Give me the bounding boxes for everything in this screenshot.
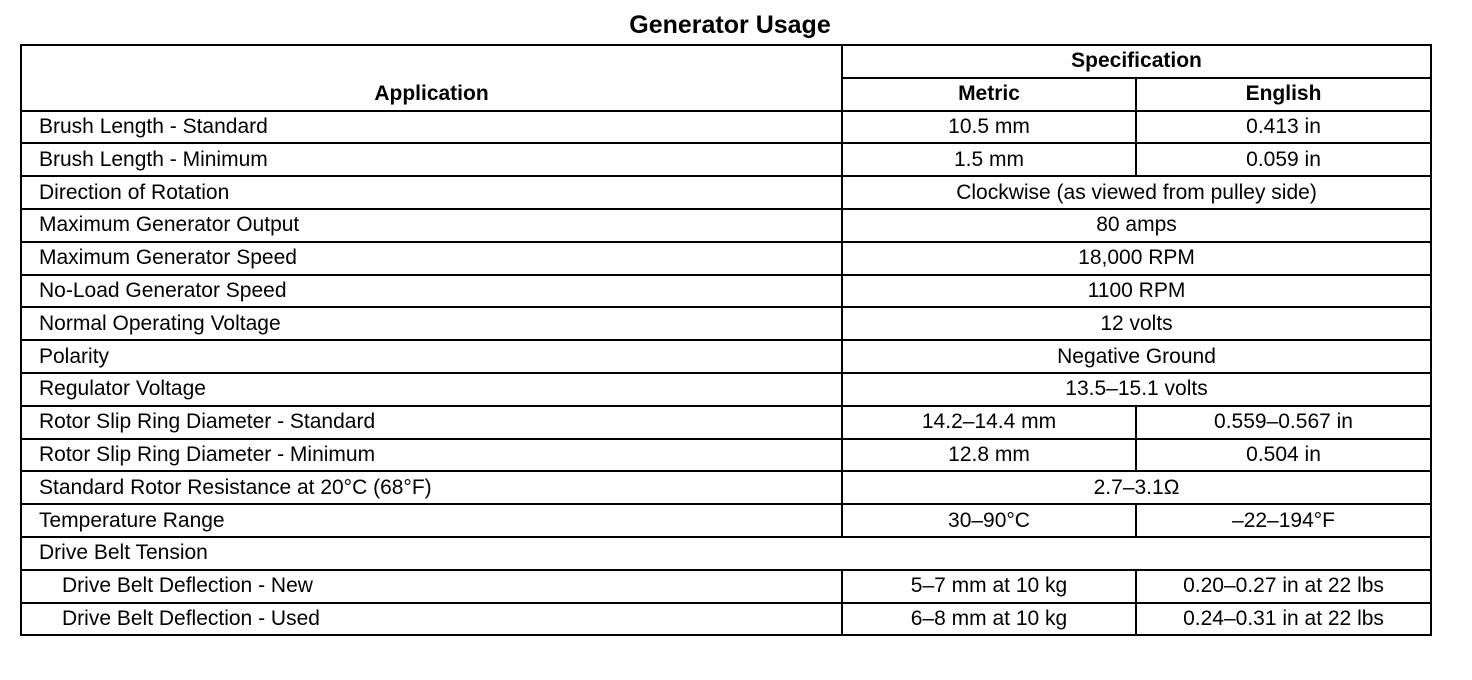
- metric-value: 12.8 mm: [842, 439, 1136, 472]
- table-row: [21, 111, 1431, 144]
- english-value: 0.413 in: [1136, 111, 1431, 144]
- row-label: Normal Operating Voltage: [21, 307, 842, 340]
- table-row-section: [21, 537, 1431, 570]
- row-label: Regulator Voltage: [21, 373, 842, 406]
- table-row: [21, 176, 1431, 209]
- metric-value: 30–90°C: [842, 504, 1136, 537]
- table-row: [21, 307, 1431, 340]
- row-label: Brush Length - Standard: [21, 111, 842, 144]
- table-row: [21, 570, 1431, 603]
- metric-value: 14.2–14.4 mm: [842, 406, 1136, 439]
- row-label: Standard Rotor Resistance at 20°C (68°F): [21, 471, 842, 504]
- table-row: [21, 242, 1431, 275]
- row-label: Rotor Slip Ring Diameter - Standard: [21, 406, 842, 439]
- english-value: –22–194°F: [1136, 504, 1431, 537]
- spec-value: 1100 RPM: [842, 275, 1431, 308]
- table-row: [21, 406, 1431, 439]
- row-label: Polarity: [21, 340, 842, 373]
- spec-value: Clockwise (as viewed from pulley side): [842, 176, 1431, 209]
- row-label: Drive Belt Tension: [21, 537, 842, 570]
- row-label: Drive Belt Deflection - Used: [21, 603, 842, 636]
- table-row: [21, 143, 1431, 176]
- english-value: 0.20–0.27 in at 22 lbs: [1136, 570, 1431, 603]
- row-label: Rotor Slip Ring Diameter - Minimum: [21, 439, 842, 472]
- metric-value: 5–7 mm at 10 kg: [842, 570, 1136, 603]
- english-value: 0.24–0.31 in at 22 lbs: [1136, 603, 1431, 636]
- spec-value: 18,000 RPM: [842, 242, 1431, 275]
- table-row: [21, 209, 1431, 242]
- spec-value: Negative Ground: [842, 340, 1431, 373]
- column-header-application: Application: [21, 45, 842, 111]
- table-row: [21, 504, 1431, 537]
- row-label: Temperature Range: [21, 504, 842, 537]
- header-row-top: [21, 45, 1431, 78]
- row-label: Brush Length - Minimum: [21, 143, 842, 176]
- row-label: Drive Belt Deflection - New: [21, 570, 842, 603]
- english-value: 0.559–0.567 in: [1136, 406, 1431, 439]
- spec-value: 12 volts: [842, 307, 1431, 340]
- row-label: No-Load Generator Speed: [21, 275, 842, 308]
- metric-value: 1.5 mm: [842, 143, 1136, 176]
- table-row: [21, 373, 1431, 406]
- spec-value: 13.5–15.1 volts: [842, 373, 1431, 406]
- table-row: [21, 603, 1431, 636]
- empty-cell: [842, 537, 1136, 570]
- column-header-specification: Specification: [842, 45, 1431, 78]
- english-value: 0.059 in: [1136, 143, 1431, 176]
- table-row: [21, 340, 1431, 373]
- spec-value: 80 amps: [842, 209, 1431, 242]
- table-row: [21, 439, 1431, 472]
- table-row: [21, 471, 1431, 504]
- column-header-metric: Metric: [842, 78, 1136, 111]
- column-header-english: English: [1136, 78, 1431, 111]
- page-title: Generator Usage: [629, 11, 831, 39]
- empty-cell: [1136, 537, 1431, 570]
- row-label: Maximum Generator Speed: [21, 242, 842, 275]
- metric-value: 6–8 mm at 10 kg: [842, 603, 1136, 636]
- metric-value: 10.5 mm: [842, 111, 1136, 144]
- table-row: [21, 275, 1431, 308]
- english-value: 0.504 in: [1136, 439, 1431, 472]
- row-label: Maximum Generator Output: [21, 209, 842, 242]
- generator-usage-table: [20, 44, 1432, 636]
- spec-value: 2.7–3.1Ω: [842, 471, 1431, 504]
- row-label: Direction of Rotation: [21, 176, 842, 209]
